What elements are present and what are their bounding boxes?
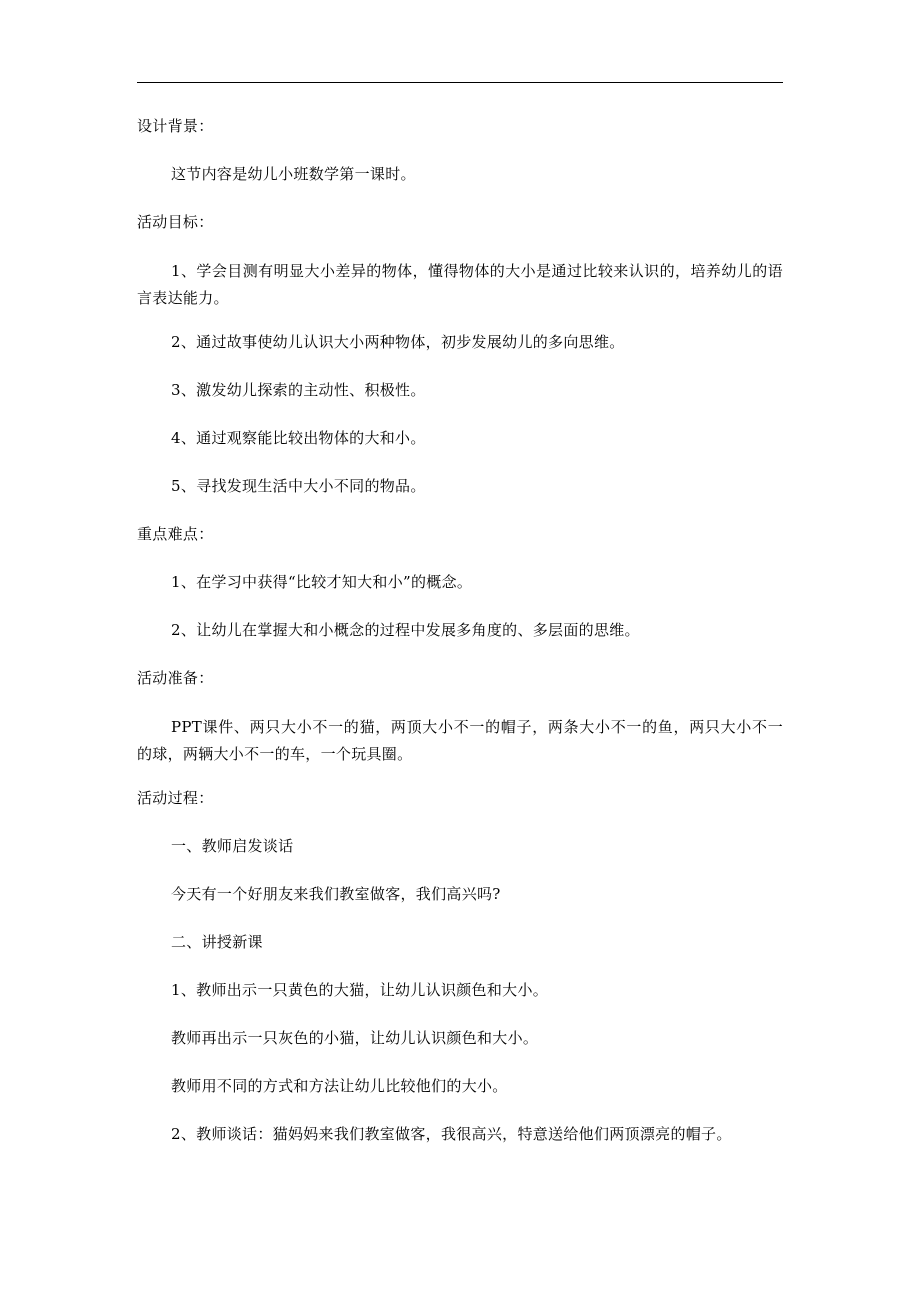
preparation-body: PPT课件、两只大小不一的猫，两顶大小不一的帽子，两条大小不一的鱼，两只大小不一的球，两辆大小不一的车，一个玩具圈。 bbox=[137, 718, 783, 763]
goal-item: 2、通过故事使幼儿认识大小两种物体，初步发展幼儿的多向思维。 bbox=[171, 333, 625, 351]
process-item: 教师再出示一只灰色的小猫，让幼儿认识颜色和大小。 bbox=[171, 1029, 539, 1047]
keypoint-item: 1、在学习中获得“比较才知大和小”的概念。 bbox=[171, 573, 473, 591]
process-item: 一、教师启发谈话 bbox=[171, 837, 294, 855]
goal-item: 1、学会目测有明显大小差异的物体，懂得物体的大小是通过比较来认识的，培养幼儿的语言表达能力。 bbox=[137, 262, 783, 307]
process-item: 教师用不同的方式和方法让幼儿比较他们的大小。 bbox=[171, 1077, 508, 1095]
process-item: 今天有一个好朋友来我们教室做客，我们高兴吗? bbox=[171, 885, 501, 903]
section-heading-background: 设计背景： bbox=[137, 117, 214, 135]
process-item: 二、讲授新课 bbox=[171, 933, 263, 951]
goal-item: 4、通过观察能比较出物体的大和小。 bbox=[171, 429, 426, 447]
keypoint-item: 2、让幼儿在掌握大和小概念的过程中发展多角度的、多层面的思维。 bbox=[171, 621, 640, 639]
section-heading-goals: 活动目标： bbox=[137, 213, 214, 231]
section-heading-keypoints: 重点难点： bbox=[137, 525, 214, 543]
process-item: 2、教师谈话：猫妈妈来我们教室做客，我很高兴，特意送给他们两顶漂亮的帽子。 bbox=[171, 1125, 732, 1143]
goal-item: 3、激发幼儿探索的主动性、积极性。 bbox=[171, 381, 426, 399]
section-heading-preparation: 活动准备： bbox=[137, 669, 214, 687]
section-heading-process: 活动过程： bbox=[137, 789, 214, 807]
goal-item: 5、寻找发现生活中大小不同的物品。 bbox=[171, 477, 426, 495]
process-item: 1、教师出示一只黄色的大猫，让幼儿认识颜色和大小。 bbox=[171, 981, 549, 999]
header-rule bbox=[137, 82, 783, 83]
background-body: 这节内容是幼儿小班数学第一课时。 bbox=[171, 165, 416, 183]
